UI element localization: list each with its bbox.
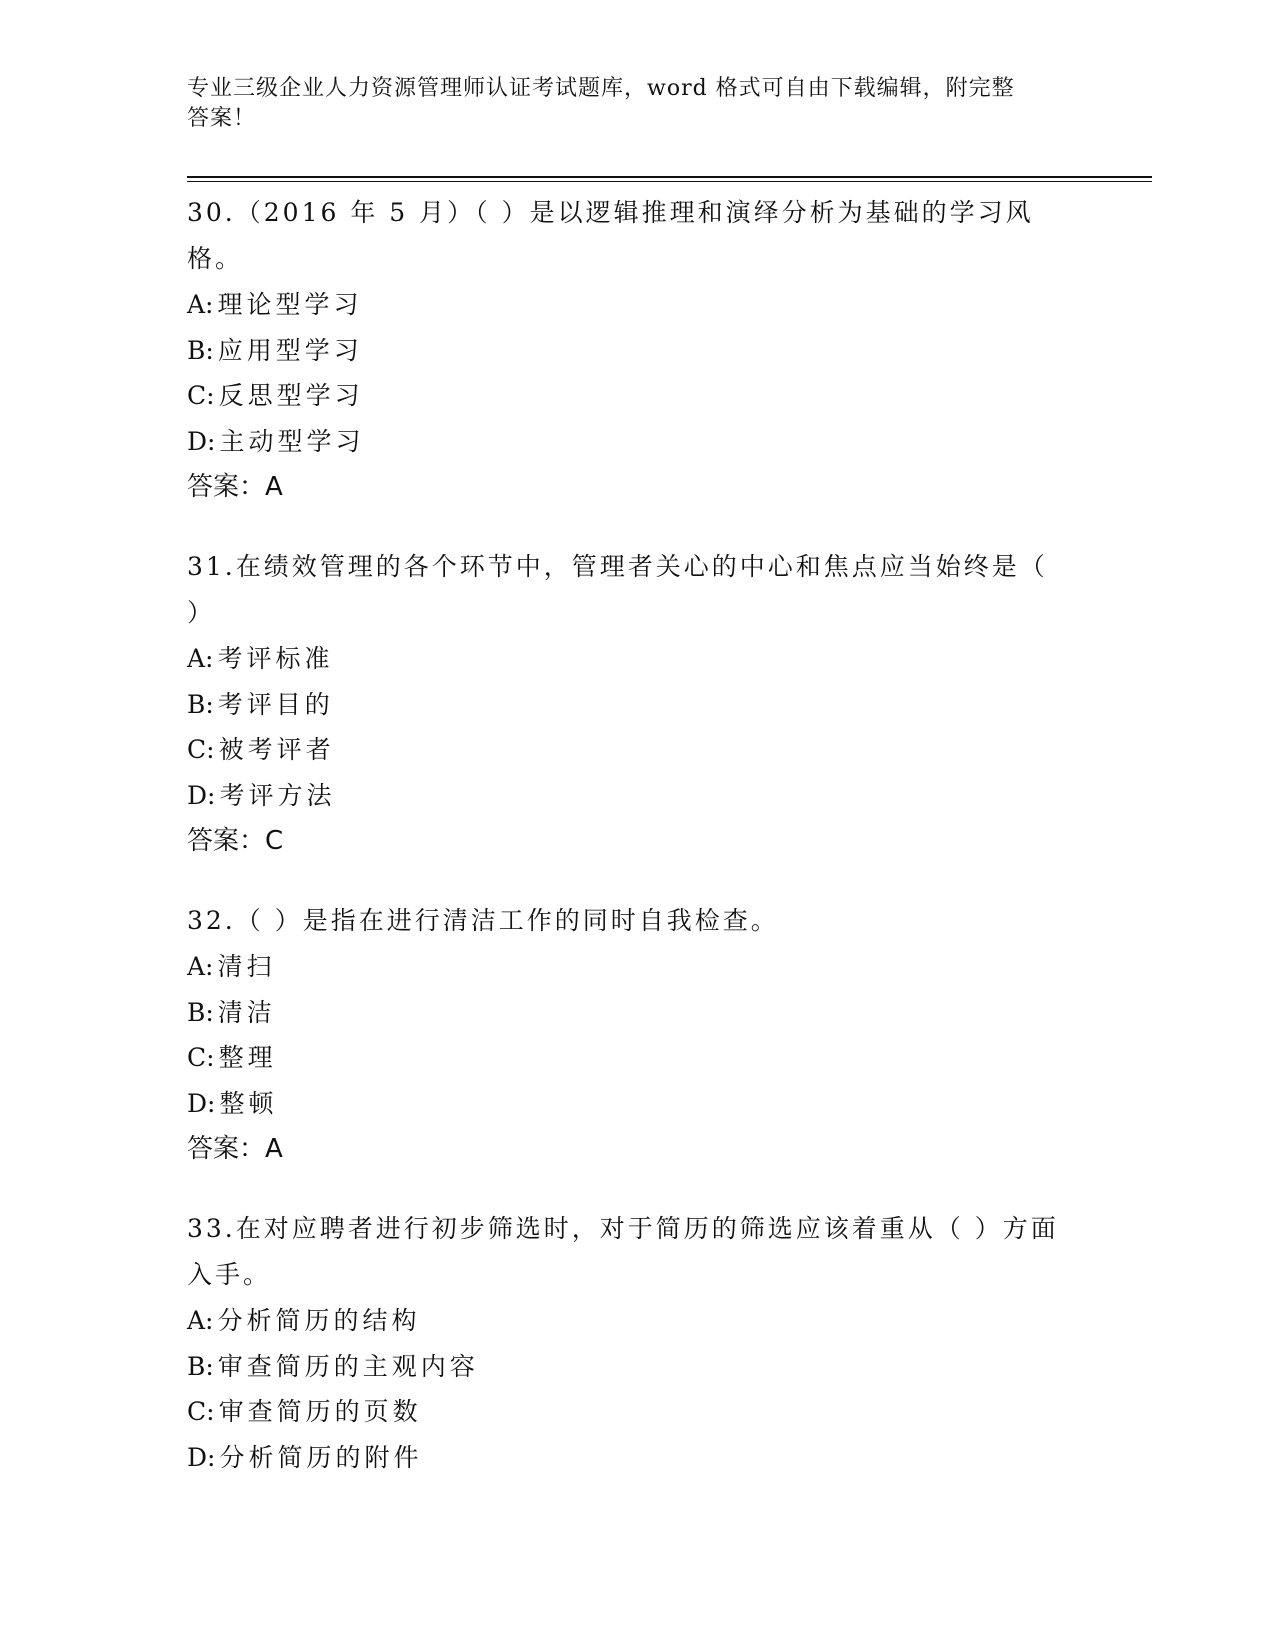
option-a (187, 944, 1087, 990)
option-letter: C: (187, 1043, 215, 1072)
document-header (187, 74, 1067, 134)
option-text: 考评标准 (217, 644, 334, 673)
option-d (187, 419, 1087, 465)
option-c (187, 1035, 1087, 1081)
option-text: 理论型学习 (217, 290, 363, 319)
option-text: 整顿 (219, 1088, 278, 1118)
option-text: 清扫 (217, 952, 276, 981)
header-divider-thick (187, 176, 1152, 178)
option-text: 被考评者 (218, 735, 335, 764)
option-a (187, 636, 1087, 682)
option-letter: A: (187, 1306, 214, 1335)
option-text: 主动型学习 (219, 426, 365, 456)
question-list (187, 190, 1087, 1514)
option-a (187, 1298, 1087, 1344)
option-letter: C: (187, 735, 215, 764)
question-32 (187, 898, 1087, 1172)
question-text: 31.在绩效管理的各个环节中，管理者关心的中心和焦点应当始终是（ ） (187, 552, 1048, 627)
option-text: 考评目的 (217, 689, 334, 719)
answer-line: 答案：A (187, 1134, 283, 1164)
option-letter: A: (187, 644, 214, 673)
option-letter: D: (187, 426, 216, 456)
option-text: 分析简历的附件 (219, 1442, 423, 1472)
question-33 (187, 1206, 1087, 1480)
option-letter: B: (187, 689, 214, 719)
option-b (187, 990, 1087, 1036)
option-c (187, 727, 1087, 773)
option-d (187, 1435, 1087, 1481)
question-31 (187, 544, 1087, 864)
option-letter: C: (187, 1397, 215, 1426)
option-text: 分析简历的结构 (217, 1306, 421, 1335)
option-text: 考评方法 (219, 780, 336, 810)
option-letter: B: (187, 997, 214, 1027)
option-b (187, 1344, 1087, 1390)
option-c (187, 373, 1087, 419)
option-b (187, 328, 1087, 374)
option-letter: D: (187, 780, 216, 810)
option-text: 整理 (218, 1043, 277, 1072)
option-letter: D: (187, 1088, 216, 1118)
option-letter: D: (187, 1442, 216, 1472)
option-text: 应用型学习 (217, 335, 363, 365)
option-text: 反思型学习 (218, 381, 364, 410)
header-divider-thin (187, 181, 1152, 182)
question-30 (187, 190, 1087, 510)
option-d (187, 1081, 1087, 1127)
question-text: 33.在对应聘者进行初步筛选时，对于简历的筛选应该着重从（ ）方面入手。 (187, 1214, 1059, 1289)
question-text: 32.（ ）是指在进行清洁工作的同时自我检查。 (187, 906, 779, 935)
answer-line: 答案：C (187, 826, 284, 856)
option-text: 审查简历的页数 (218, 1397, 422, 1426)
option-text: 清洁 (217, 997, 276, 1027)
question-text: 30.（2016 年 5 月）（ ）是以逻辑推理和演绎分析为基础的学习风格。 (187, 198, 1034, 273)
option-a (187, 282, 1087, 328)
option-text: 审查简历的主观内容 (217, 1351, 479, 1381)
option-c (187, 1389, 1087, 1435)
option-letter: A: (187, 952, 214, 981)
option-letter: C: (187, 381, 215, 410)
option-letter: A: (187, 290, 214, 319)
option-b (187, 682, 1087, 728)
header-line-1: 专业三级企业人力资源管理师认证考试题库，word 格式可自由下载编辑，附完整 (187, 76, 1015, 101)
option-letter: B: (187, 1351, 214, 1381)
option-d (187, 773, 1087, 819)
header-line-2: 答案！ (187, 106, 257, 131)
option-letter: B: (187, 335, 214, 365)
answer-line: 答案：A (187, 472, 283, 502)
